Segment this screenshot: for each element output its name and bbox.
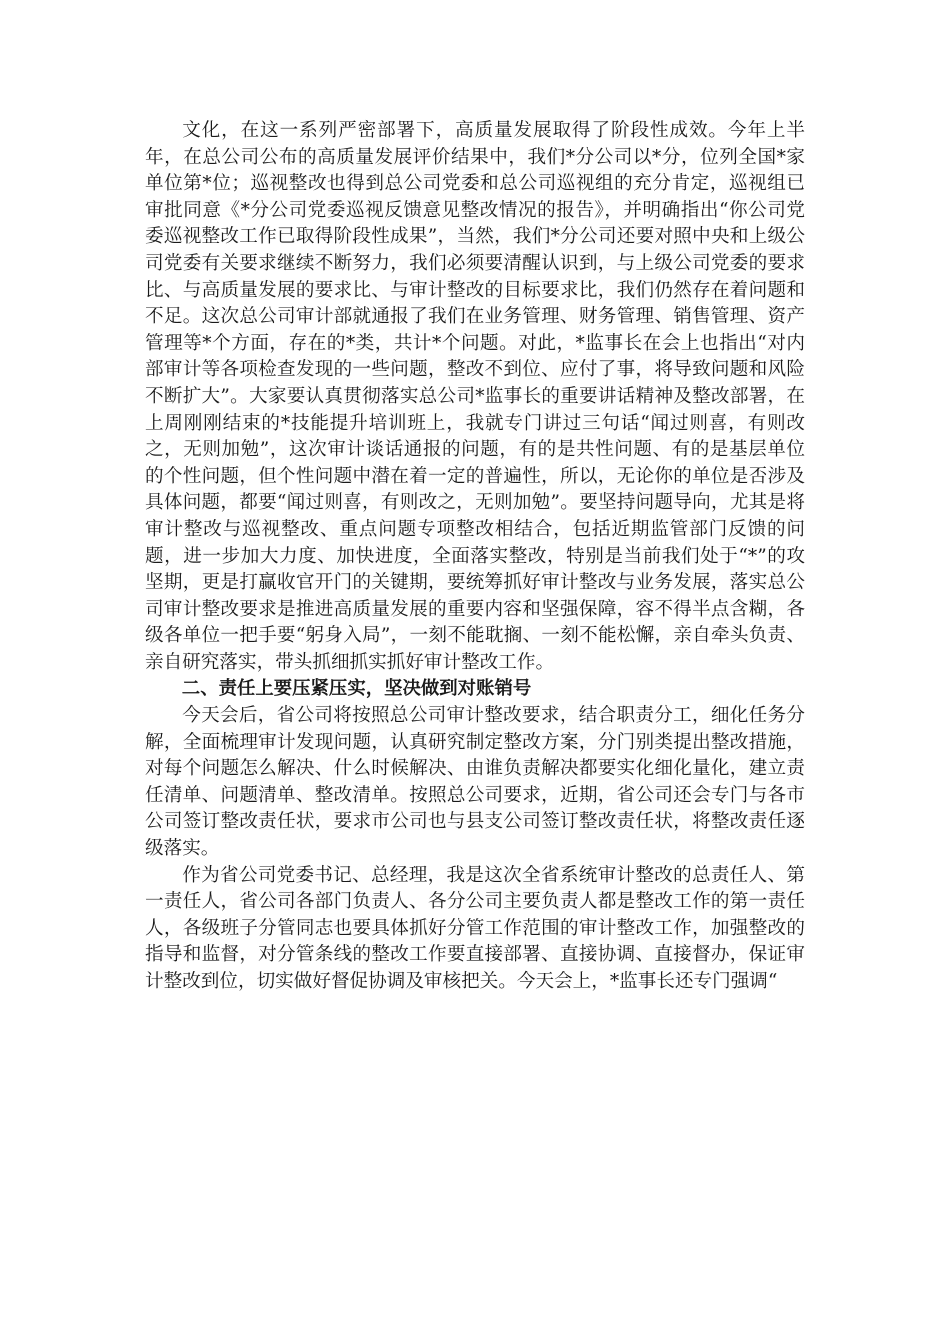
section-heading-2: 二、责任上要压紧压实，坚决做到对账销号 bbox=[181, 678, 532, 700]
document-page bbox=[145, 118, 805, 996]
paragraph-1: 文化，在这一系列严密部署下，高质量发展取得了阶段性成效。今年上半年，在总公司公布的高质量发展评价结果中，我们*分公司以*分，位列全国*家单位第*位；巡视整改也得到总公司党委和总公司巡视组的充分肯定，巡视组已审批同意《*分公司党委巡视反馈意见整改情况的报告》，并明确指出“你公司党委巡视整改工作已取得阶段性成果”，当然，我们*分公司还要对照中央和上级公司党委有关要求继续不断努力，我们必须要清醒认识到，与上级公司党委的要求比、与高质量发展的要求比、与审计整改的目标要求比，我们仍然存在着问题和不足。这次总公司审计部就通报了我们在业务管理、财务管理、销售管理、资产管理等*个方面，存在的*类，共计*个问题。对此，*监事长在会上也指出“对内部审计等各项检查发现的一些问题，整改不到位、应付了事，将导致问题和风险不断扩大”。大家要认真贯彻落实总公司*监事长的重要讲话精神及整改部署，在上周刚刚结束的*技能提升培训班上，我就专门讲过三句话“闻过则喜，有则改之，无则加勉”，这次审计谈话通报的问题，有的是共性问题、有的是基层单位的个性问题，但个性问题中潜在着一定的普遍性，所以，无论你的单位是否涉及具体问题，都要“闻过则喜，有则改之，无则加勉”。要坚持问题导向，尤其是将审计整改与巡视整改、重点问题专项整改相结合，包括近期监管部门反馈的问题，进一步加大力度、加快进度，全面落实整改，特别是当前我们处于“*”的攻坚期，更是打赢收官开门的关键期，要统筹抓好审计整改与业务发展，落实总公司审计整改要求是推进高质量发展的重要内容和坚强保障，容不得半点含糊，各级各单位一把手要“躬身入局”，一刻不能耽搁、一刻不能松懈，亲自牵头负责、亲自研究落实，带头抓细抓实抓好审计整改工作。 bbox=[145, 120, 805, 673]
paragraph-2: 今天会后，省公司将按照总公司审计整改要求，结合职责分工，细化任务分解，全面梳理审计发现问题，认真研究制定整改方案，分门别类提出整改措施，对每个问题怎么解决、什么时候解决、由谁负责解决都要实化细化量化，建立责任清单、问题清单、整改清单。按照总公司要求，近期，省公司还会专门与各市公司签订整改责任状，要求市公司也与县支公司签订整改责任状，将整改责任逐级落实。 bbox=[145, 705, 805, 860]
paragraph-3: 作为省公司党委书记、总经理，我是这次全省系统审计整改的总责任人、第一责任人，省公司各部门负责人、各分公司主要负责人都是整改工作的第一责任人，各级班子分管同志也要具体抓好分管工作范围的审计整改工作，加强整改的指导和监督，对分管条线的整改工作要直接部署、直接协调、直接督办，保证审计整改到位，切实做好督促协调及审核把关。今天会上，*监事长还专门强调“ bbox=[145, 864, 805, 992]
